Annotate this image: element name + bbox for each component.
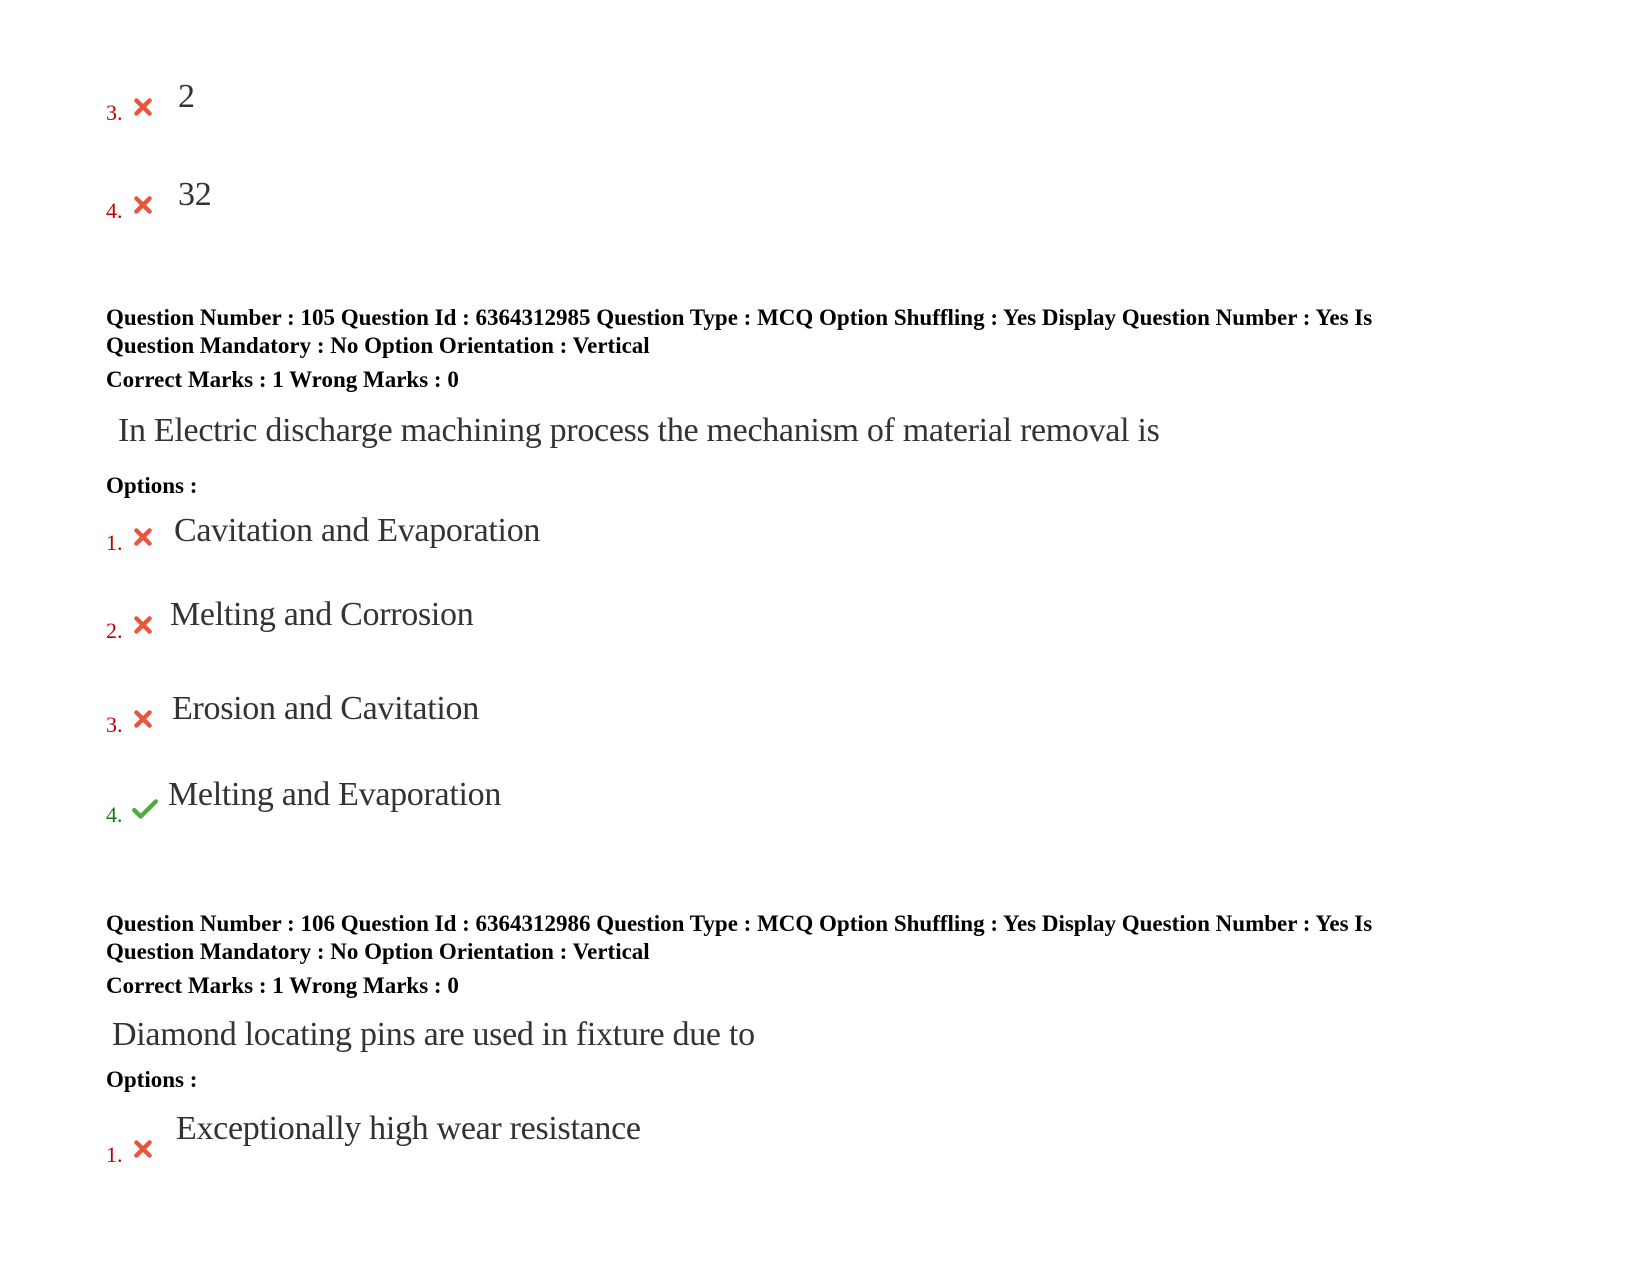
cross-icon (132, 708, 154, 730)
cross-icon (132, 96, 154, 118)
question-text: In Electric discharge machining process the mechanism of material removal is (118, 412, 1160, 449)
cross-icon (132, 194, 154, 216)
question-text: Diamond locating pins are used in fixture due to (112, 1016, 755, 1053)
option-text: 2 (178, 78, 195, 115)
option-text: Erosion and Cavitation (172, 690, 479, 727)
question-meta-line: Question Mandatory : No Option Orientation : Vertical (106, 333, 650, 358)
option-number: 1. (106, 1142, 123, 1167)
options-label: Options : (106, 473, 198, 498)
option-number: 3. (106, 100, 123, 125)
option-text: Melting and Evaporation (168, 776, 502, 813)
cross-icon (132, 614, 154, 636)
question-meta-line: Question Mandatory : No Option Orientation : Vertical (106, 939, 650, 964)
option-text: Exceptionally high wear resistance (176, 1110, 641, 1147)
option-number: 3. (106, 712, 123, 737)
question-meta-line: Question Number : 106 Question Id : 6364312986 Question Type : MCQ Option Shuffling : Yes Display Question Number : Yes Is (106, 911, 1373, 936)
cross-icon (132, 1138, 154, 1160)
question-meta-line: Question Number : 105 Question Id : 6364312985 Question Type : MCQ Option Shuffling : Yes Display Question Number : Yes Is (106, 305, 1373, 330)
option-text: Cavitation and Evaporation (174, 512, 541, 549)
options-label: Options : (106, 1067, 198, 1092)
option-number: 2. (106, 618, 123, 643)
cross-icon (132, 526, 154, 548)
check-icon (132, 798, 158, 820)
option-number: 1. (106, 530, 123, 555)
question-marks: Correct Marks : 1 Wrong Marks : 0 (106, 973, 459, 998)
question-marks: Correct Marks : 1 Wrong Marks : 0 (106, 367, 459, 392)
option-number: 4. (106, 802, 123, 827)
option-text: Melting and Corrosion (170, 596, 474, 633)
option-text: 32 (178, 176, 212, 213)
option-number: 4. (106, 198, 123, 223)
